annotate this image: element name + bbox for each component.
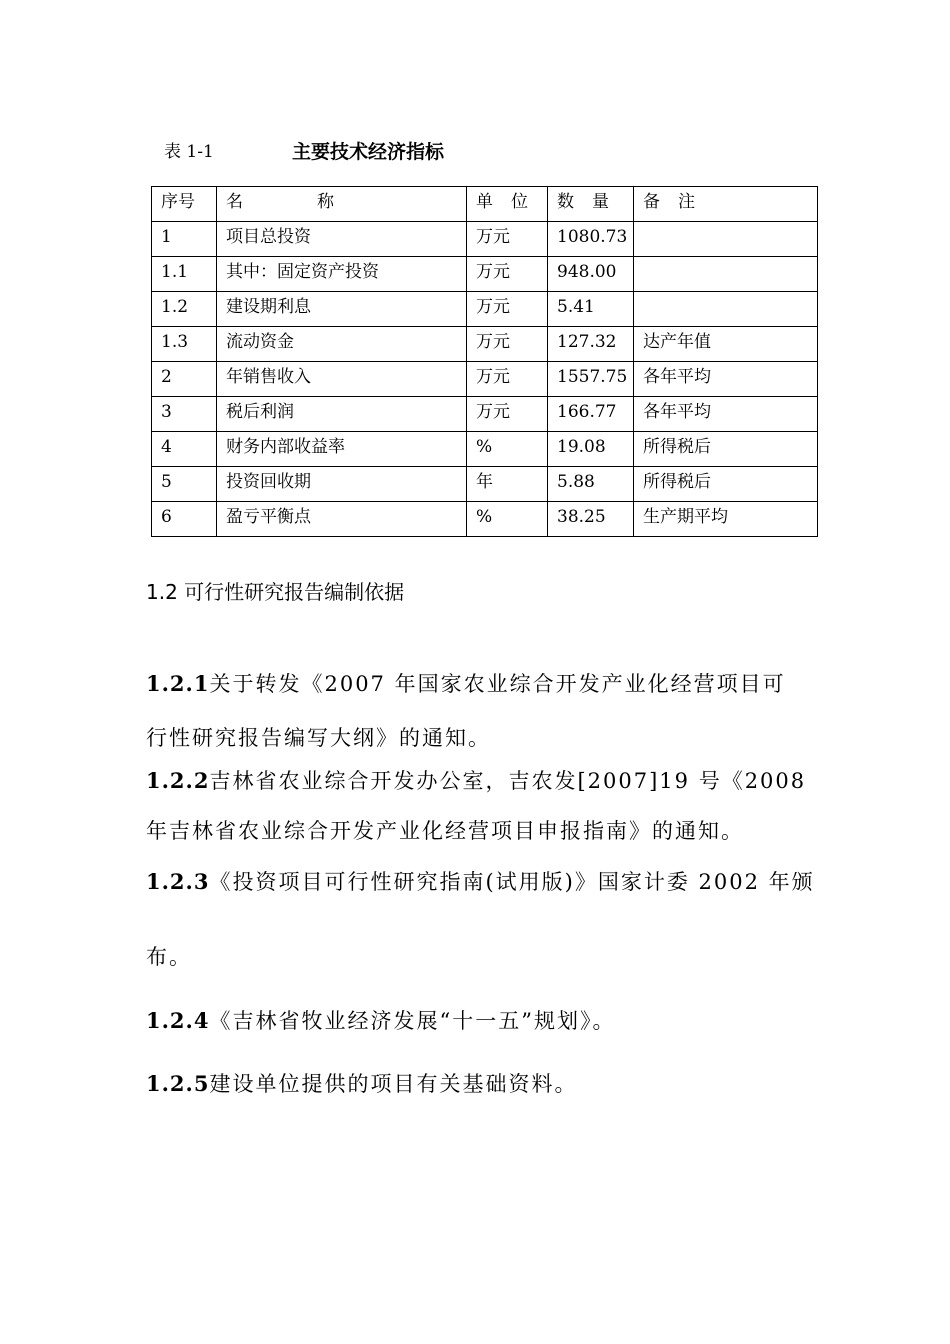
cell-quantity: 19.08 — [548, 432, 634, 467]
table-row — [152, 257, 818, 292]
cell-quantity: 5.88 — [548, 467, 634, 502]
cell-quantity: 948.00 — [548, 257, 634, 292]
table-number: 表 1-1 — [164, 142, 214, 162]
reference-line — [146, 862, 814, 902]
header-unit: 单位 — [467, 187, 548, 222]
reference-number: 1.2.4 — [146, 1008, 210, 1033]
cell-remark: 生产期平均 — [634, 502, 818, 537]
cell-quantity: 5.41 — [548, 292, 634, 327]
cell-unit: 万元 — [467, 257, 548, 292]
reference-number: 1.2.1 — [146, 671, 210, 696]
table-row — [152, 292, 818, 327]
reference-item — [146, 862, 814, 977]
cell-remark: 各年平均 — [634, 362, 818, 397]
reference-number: 1.2.5 — [146, 1071, 210, 1096]
cell-unit: 万元 — [467, 292, 548, 327]
table-row — [152, 222, 818, 257]
reference-text: 建设单位提供的项目有关基础资料。 — [209, 1072, 578, 1096]
section-heading: 1.2 可行性研究报告编制依据 — [146, 580, 405, 604]
cell-unit: % — [467, 432, 548, 467]
technical-economic-indicators-table — [151, 186, 818, 537]
header-seq: 序号 — [152, 187, 217, 222]
cell-name: 年销售收入 — [217, 362, 467, 397]
cell-remark — [634, 257, 818, 292]
cell-remark: 所得税后 — [634, 432, 818, 467]
cell-remark: 所得税后 — [634, 467, 818, 502]
reference-text: 吉林省农业综合开发办公室，吉农发[2007]19 号《2008 — [209, 769, 807, 793]
reference-text: 《吉林省牧业经济发展“十一五”规划》。 — [209, 1009, 616, 1033]
cell-seq: 2 — [152, 362, 217, 397]
cell-unit: 万元 — [467, 362, 548, 397]
cell-quantity: 1080.73 — [548, 222, 634, 257]
table-row — [152, 432, 818, 467]
reference-text: 关于转发《2007 年国家农业综合开发产业化经营项目可 — [209, 672, 786, 696]
cell-remark: 达产年值 — [634, 327, 818, 362]
cell-seq: 1.1 — [152, 257, 217, 292]
reference-text: 《投资项目可行性研究指南(试用版)》国家计委 2002 年颁 — [209, 870, 815, 894]
reference-line — [146, 664, 814, 704]
cell-unit: 年 — [467, 467, 548, 502]
cell-remark — [634, 292, 818, 327]
table-row — [152, 327, 818, 362]
cell-unit: % — [467, 502, 548, 537]
table-row — [152, 502, 818, 537]
cell-name: 建设期利息 — [217, 292, 467, 327]
cell-name: 流动资金 — [217, 327, 467, 362]
header-quantity: 数量 — [548, 187, 634, 222]
cell-name: 税后利润 — [217, 397, 467, 432]
header-name: 名称 — [217, 187, 467, 222]
reference-line — [146, 1064, 814, 1104]
cell-unit: 万元 — [467, 397, 548, 432]
cell-seq: 1.3 — [152, 327, 217, 362]
cell-name: 盈亏平衡点 — [217, 502, 467, 537]
reference-line — [146, 761, 814, 801]
reference-line — [146, 1001, 814, 1041]
reference-line: 布。 — [146, 945, 192, 969]
table-caption — [164, 138, 445, 166]
header-remark: 备注 — [634, 187, 818, 222]
reference-line: 年吉林省农业综合开发产业化经营项目申报指南》的通知。 — [146, 819, 744, 843]
reference-item — [146, 1064, 814, 1104]
reference-line: 行性研究报告编写大纲》的通知。 — [146, 726, 491, 750]
reference-item — [146, 664, 814, 758]
cell-unit: 万元 — [467, 327, 548, 362]
table-title: 主要技术经济指标 — [292, 141, 445, 163]
cell-name: 项目总投资 — [217, 222, 467, 257]
cell-unit: 万元 — [467, 222, 548, 257]
cell-quantity: 38.25 — [548, 502, 634, 537]
table-row — [152, 467, 818, 502]
cell-remark: 各年平均 — [634, 397, 818, 432]
cell-quantity: 127.32 — [548, 327, 634, 362]
reference-number: 1.2.3 — [146, 869, 210, 894]
cell-seq: 3 — [152, 397, 217, 432]
cell-seq: 4 — [152, 432, 217, 467]
cell-seq: 6 — [152, 502, 217, 537]
cell-name: 其中：固定资产投资 — [217, 257, 467, 292]
reference-item — [146, 761, 814, 851]
cell-name: 投资回收期 — [217, 467, 467, 502]
cell-quantity: 166.77 — [548, 397, 634, 432]
reference-item — [146, 1001, 814, 1041]
cell-remark — [634, 222, 818, 257]
table-row — [152, 397, 818, 432]
cell-name: 财务内部收益率 — [217, 432, 467, 467]
table-row — [152, 362, 818, 397]
cell-seq: 1 — [152, 222, 217, 257]
reference-number: 1.2.2 — [146, 768, 210, 793]
table-header-row — [152, 187, 818, 222]
cell-quantity: 1557.75 — [548, 362, 634, 397]
cell-seq: 5 — [152, 467, 217, 502]
cell-seq: 1.2 — [152, 292, 217, 327]
